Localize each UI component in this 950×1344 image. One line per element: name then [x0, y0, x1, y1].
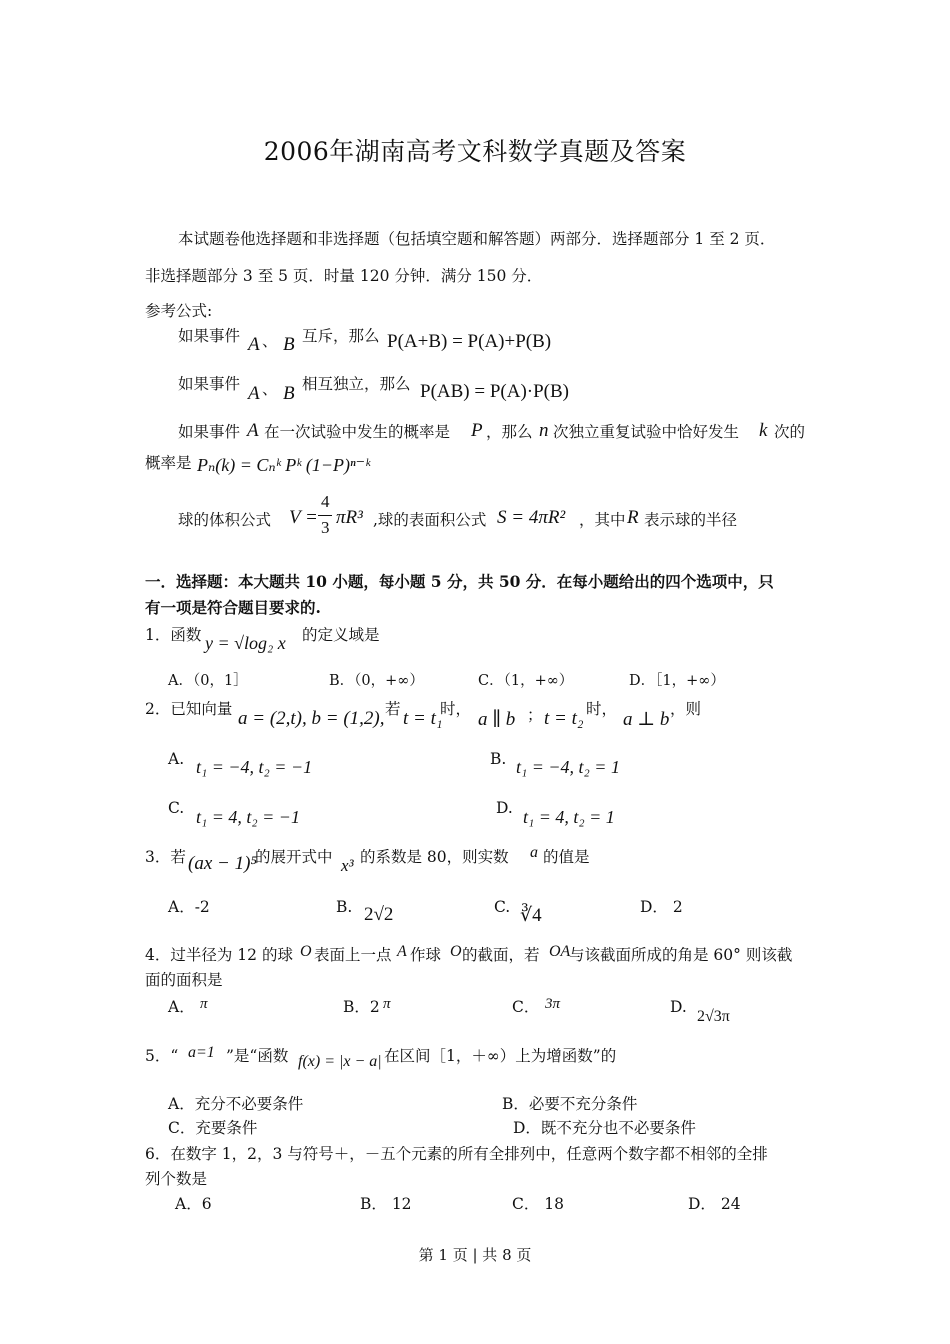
formula2-mid: 相互独立，那么	[302, 375, 411, 393]
q2-option-b: t₁ = −4, t₂ = 1	[516, 757, 620, 777]
q1-option-b: B．（0，+∞）	[329, 673, 424, 689]
q1-option-c: C．（1，+∞）	[478, 673, 574, 689]
q3-binomial-expression: (ax − 1)⁵	[188, 853, 258, 874]
q6-line-2: 列个数是	[145, 1170, 208, 1188]
formula3-n: n	[539, 420, 549, 441]
q5-option-b: B．必要不充分条件	[502, 1095, 638, 1113]
q4-line1-d: 的截面，若	[462, 946, 540, 964]
formula4-label-1: 球的体积公式	[178, 511, 272, 529]
q3-text-2: 的系数是 80，则实数	[360, 848, 509, 866]
q4-line1-c: 作球	[410, 946, 442, 964]
q3-option-b-label: B.	[336, 898, 353, 916]
q3-option-a: A．-2	[168, 898, 210, 916]
q5-function-expression: f(x) = |x − a|	[298, 1053, 382, 1070]
q4-option-d-label: D.	[670, 998, 687, 1016]
formula2-event-b: B	[283, 383, 295, 404]
q2-t2-condition: t = t₂	[544, 708, 584, 729]
formula1-event-b: B	[283, 334, 295, 355]
formula3-p: P	[471, 420, 483, 441]
q3-variable-a: a	[530, 844, 538, 861]
formula2-expression: P(AB) = P(A)·P(B)	[420, 381, 569, 402]
formula3-text-3: ，那么	[486, 423, 533, 441]
formula4-label-2: ,球的表面积公式	[373, 511, 487, 529]
formula1-event-a: A	[248, 334, 260, 355]
formula3-event-a: A	[247, 420, 259, 441]
q2-semicolon: ；	[527, 706, 543, 724]
intro-line-2: 非选择题部分 3 至 5 页．时量 120 分钟．满分 150 分．	[145, 267, 543, 285]
q2-option-a-label: A.	[168, 750, 185, 768]
q2-option-c: t₁ = 4, t₂ = −1	[196, 807, 300, 827]
q2-option-d-label: D.	[496, 799, 513, 817]
formula2-sep: 、	[262, 380, 278, 398]
q2-option-d: t₁ = 4, t₂ = 1	[523, 807, 615, 827]
q3-text-1: 的展开式中	[255, 848, 333, 866]
formula2-prefix: 如果事件	[178, 375, 241, 393]
q4-option-b-label: B．2	[343, 998, 380, 1016]
section1-heading-line-1: 一．选择题：本大题共 10 小题，每小题 5 分，共 50 分．在每小题给出的四个选项中，只	[145, 572, 774, 591]
page-footer: 第 1 页 | 共 8 页	[418, 1246, 532, 1264]
formula4-surface-expression: S = 4πR²	[497, 507, 566, 528]
q2-vector-expression: a = (2,t), b = (1,2),	[238, 708, 385, 729]
q5-option-d: D．既不充分也不必要条件	[513, 1119, 696, 1137]
formula4-fraction-denominator: 3	[321, 518, 330, 537]
formula3-text-4: 次独立重复试验中恰好发生	[553, 423, 740, 441]
q2-option-a: t₁ = −4, t₂ = −1	[196, 757, 313, 777]
q6-option-a: A．6	[175, 1195, 212, 1213]
q2-option-b-label: B.	[490, 750, 507, 768]
formula1-sep: 、	[262, 332, 278, 350]
q5-text-2: 在区间［1，＋∞）上为增函数”的	[384, 1047, 617, 1065]
formula3-text-5: 次的	[774, 423, 806, 441]
section1-heading-line-2: 有一项是符合题目要求的.	[145, 598, 321, 617]
formula4-volume-v: V =	[289, 507, 318, 528]
q4-segment-oa: OA	[549, 943, 571, 960]
q4-line-2: 面的面积是	[145, 971, 223, 989]
q4-option-b: π	[383, 996, 391, 1012]
formula3-k: k	[759, 420, 768, 441]
q4-sphere-o-1: O	[300, 943, 312, 960]
q4-sphere-o-2: O	[450, 943, 462, 960]
q2-shi-1: 时，	[440, 700, 472, 718]
q2-option-c-label: C.	[168, 799, 185, 817]
q4-line1-e: 与该截面所成的角是 60° 则该截	[569, 946, 793, 964]
formula1-expression: P(A+B) = P(A)+P(B)	[387, 331, 552, 352]
q2-ruo: 若	[385, 700, 401, 718]
formula4-volume-rest: πR³	[336, 507, 363, 528]
formula4-radius-r: R	[627, 507, 639, 528]
q1-expression: y = √log₂ x	[205, 633, 286, 653]
q4-line1-a: 4．过半径为 12 的球	[145, 946, 293, 964]
formula1-prefix: 如果事件	[178, 327, 241, 345]
q3-option-b: 2√2	[364, 904, 394, 925]
q4-option-c-label: C．	[512, 998, 540, 1016]
q3-option-d: D． 2	[640, 898, 683, 916]
formula4-fraction-numerator: 4	[321, 492, 330, 511]
q4-option-a: π	[200, 996, 208, 1012]
q1-stem-number: 1．函数	[145, 626, 202, 644]
q2-stem-number: 2．已知向量	[145, 700, 233, 718]
q4-option-c: 3π	[545, 996, 561, 1012]
formula1-mid: 互斥，那么	[302, 327, 380, 345]
q2-perpendicular-expression: a ⊥ b	[623, 709, 670, 730]
q4-option-d: 2√3π	[697, 1008, 730, 1025]
reference-formula-label: 参考公式:	[145, 302, 213, 320]
q3-text-3: 的值是	[543, 848, 590, 866]
formula4-fraction-bar	[318, 515, 332, 516]
formula4-label-3: ，其中	[579, 511, 626, 529]
q5-text-1: ”是“函数	[226, 1047, 289, 1065]
q6-option-d: D． 24	[688, 1195, 741, 1213]
formula3-text-2: 在一次试验中发生的概率是	[264, 423, 451, 441]
q3-option-c: ∛4	[520, 905, 542, 926]
q4-point-a: A	[397, 943, 407, 960]
q4-option-a-label: A．	[168, 998, 195, 1016]
q1-stem-tail: 的定义域是	[302, 626, 380, 644]
q3-option-c-label: C.	[494, 898, 511, 916]
formula4-label-4: 表示球的半径	[644, 511, 738, 529]
q1-option-d: D．［1，+∞）	[629, 673, 725, 689]
q6-line-1: 6．在数字 1，2，3 与符号＋，－五个元素的所有全排列中，任意两个数字都不相邻的全排	[145, 1145, 768, 1163]
formula2-event-a: A	[248, 383, 260, 404]
q2-ze: ，则	[670, 700, 702, 718]
q1-option-a: A．（0，1］	[168, 673, 248, 689]
q5-stem-number: 5．“	[145, 1047, 179, 1065]
formula3-text-1: 如果事件	[178, 423, 241, 441]
formula3-line2-label: 概率是	[145, 454, 192, 472]
q6-option-c: C． 18	[512, 1195, 565, 1213]
q6-option-b: B． 12	[360, 1195, 412, 1213]
q3-stem-number: 3．若	[145, 848, 186, 866]
q2-shi-2: 时，	[586, 700, 618, 718]
q2-parallel-expression: a ∥ b	[478, 709, 516, 730]
intro-line-1: 本试题卷他选择题和非选择题（包括填空题和解答题）两部分．选择题部分 1 至 2 页．	[178, 230, 776, 248]
q4-line1-b: 表面上一点	[314, 946, 392, 964]
page-title: 2006年湖南高考文科数学真题及答案	[263, 137, 687, 166]
q3-x-cubed: x³	[341, 856, 354, 875]
q5-option-a: A．充分不必要条件	[168, 1095, 304, 1113]
q2-t1-condition: t = t₁	[403, 708, 443, 729]
q5-option-c: C．充要条件	[168, 1119, 258, 1137]
formula3-expression: Pₙ(k) = Cₙᵏ Pᵏ (1−P)ⁿ⁻ᵏ	[197, 455, 371, 475]
q5-condition: a=1	[188, 1044, 215, 1061]
